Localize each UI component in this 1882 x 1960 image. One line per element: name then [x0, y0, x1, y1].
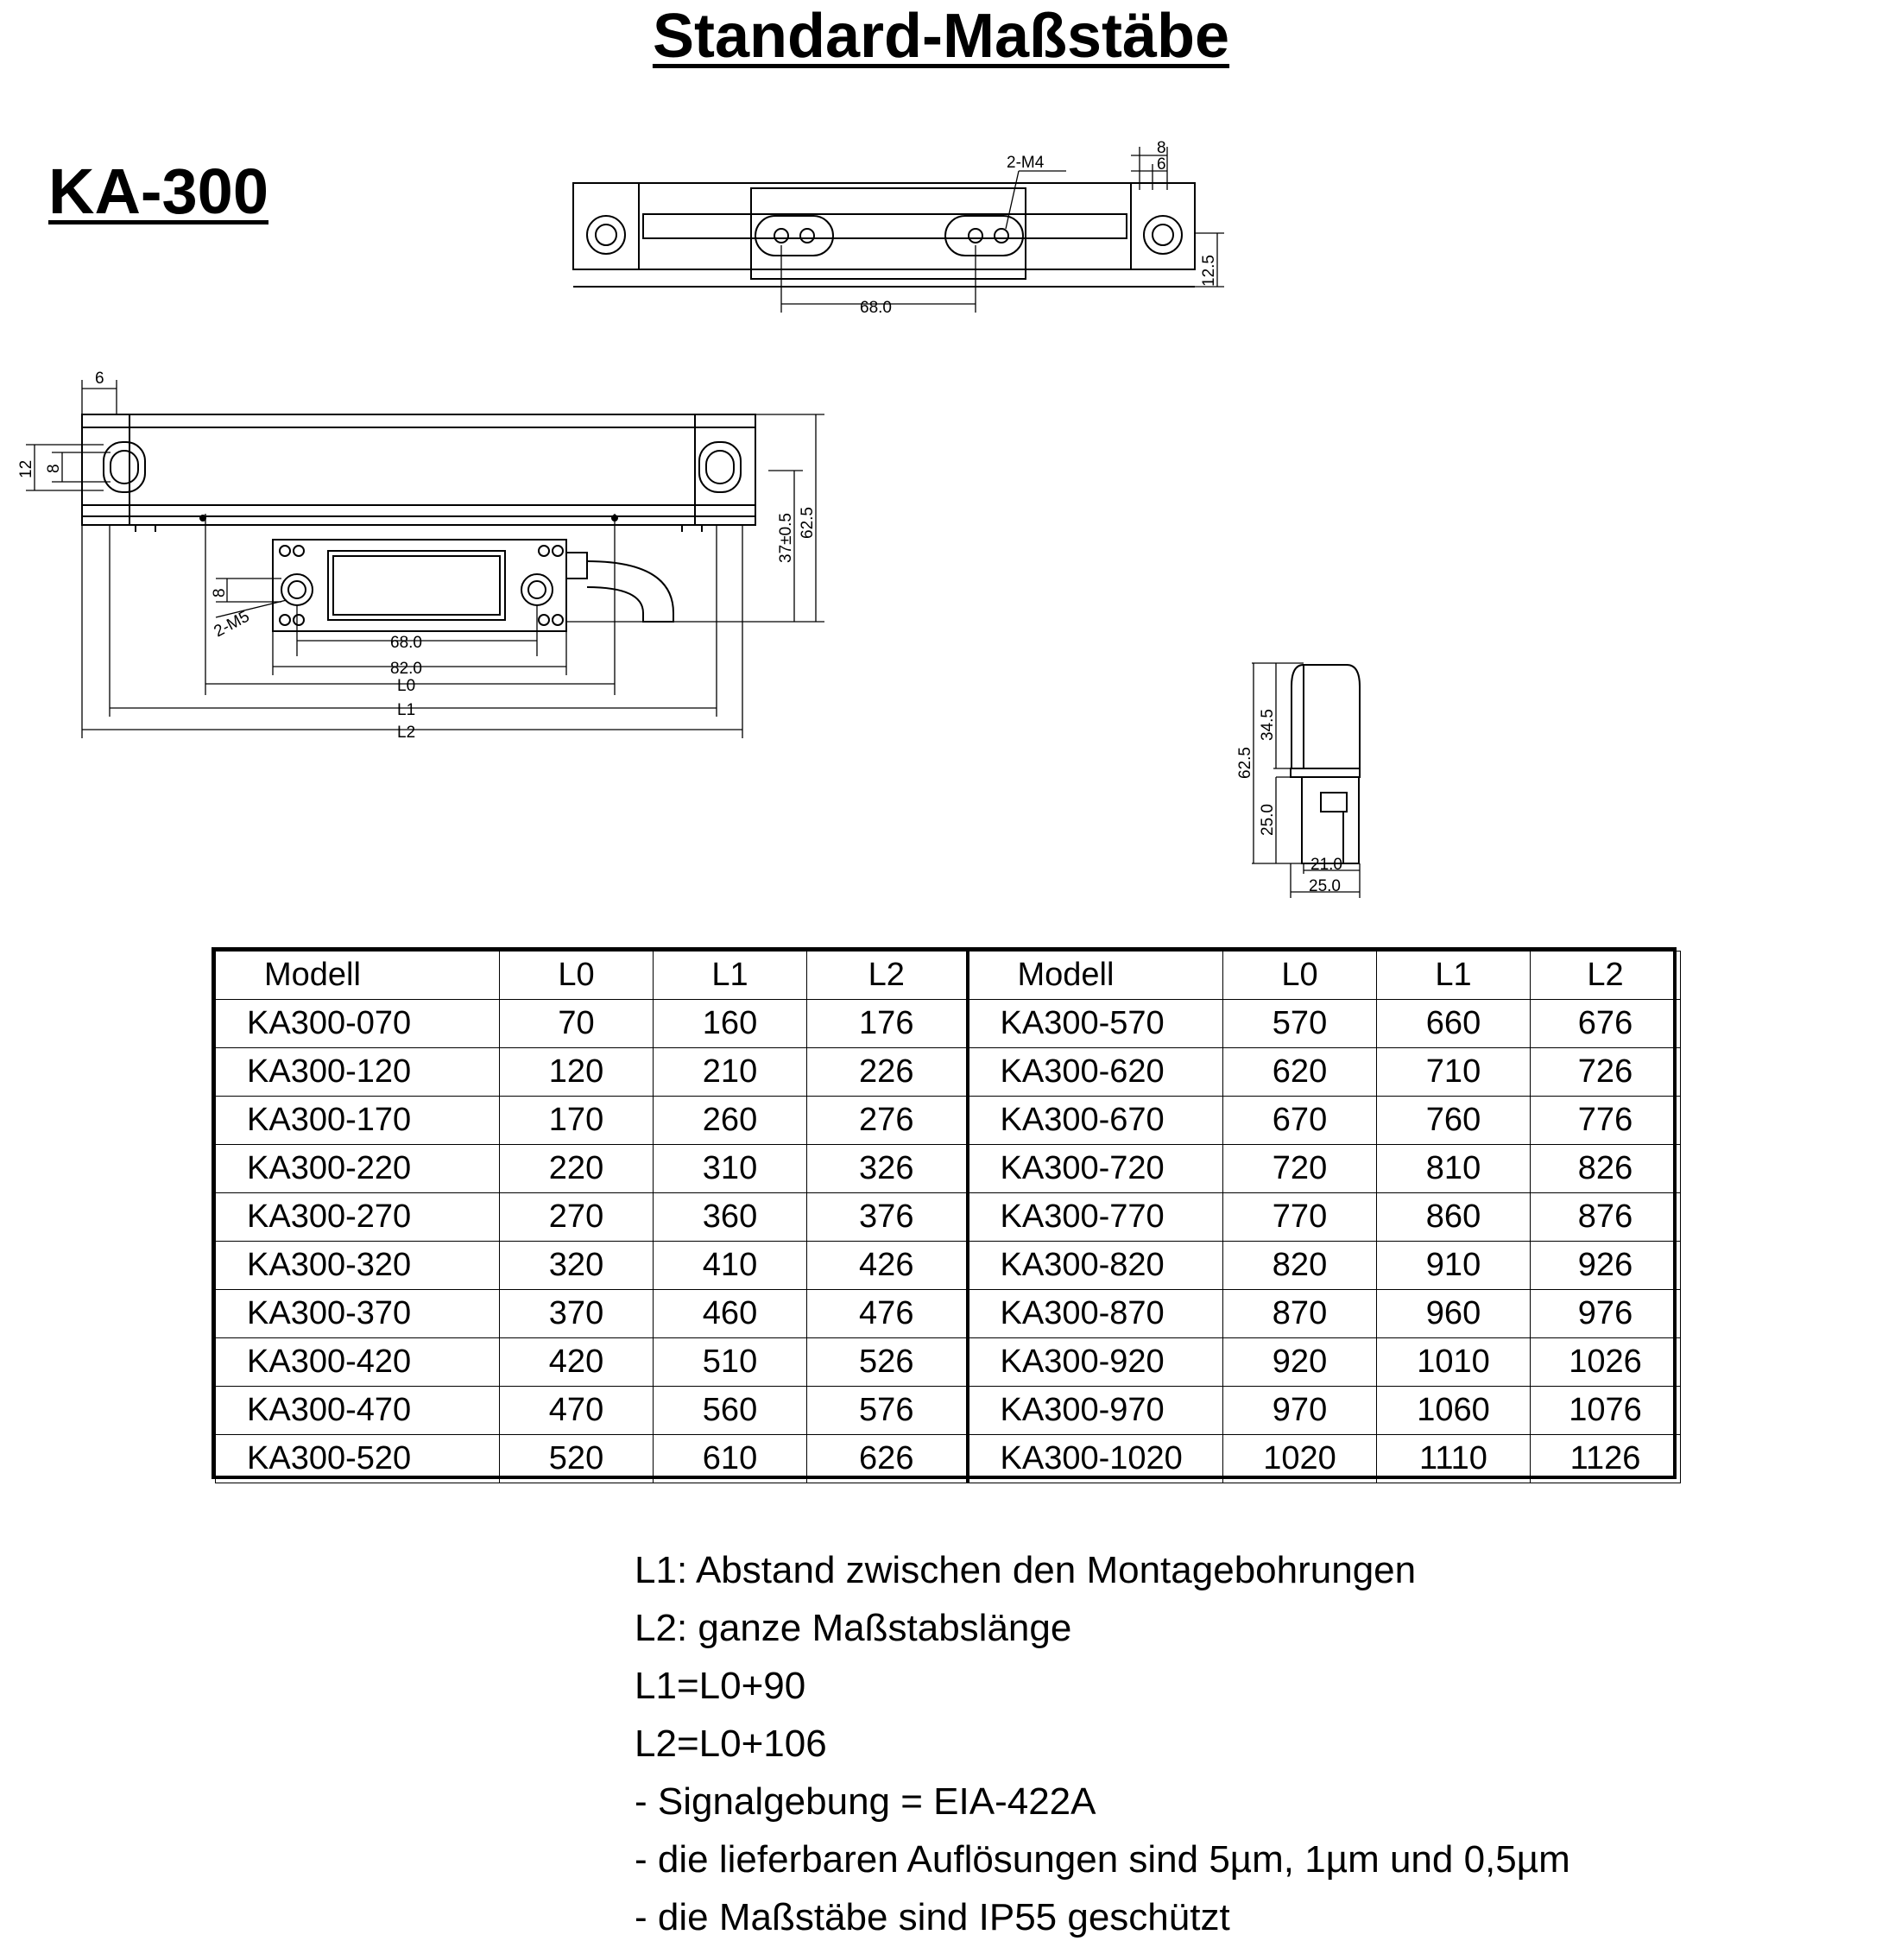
front-label-2m5: 2-M5 — [211, 607, 253, 642]
table-cell: 476 — [807, 1290, 968, 1338]
table-cell: 920 — [1223, 1338, 1377, 1387]
note-line: - die Maßstäbe sind IP55 geschützt — [635, 1896, 1230, 1938]
table-row — [216, 1435, 1681, 1483]
table-cell: 120 — [500, 1048, 654, 1097]
table-cell: 570 — [1223, 1000, 1377, 1048]
table-cell: 310 — [654, 1145, 807, 1193]
front-dim-37: 37±0.5 — [777, 513, 795, 563]
table-cell: KA300-920 — [968, 1338, 1223, 1387]
table-cell: 720 — [1223, 1145, 1377, 1193]
table-cell: 670 — [1223, 1097, 1377, 1145]
table-cell: 610 — [654, 1435, 807, 1483]
table-header-cell: L1 — [654, 952, 807, 1000]
table-row — [216, 1048, 1681, 1097]
front-dim-8-left: 8 — [45, 464, 63, 473]
table-cell: KA300-470 — [216, 1387, 500, 1435]
table-cell: KA300-420 — [216, 1338, 500, 1387]
table-header-cell: L2 — [1531, 952, 1681, 1000]
table-cell: KA300-970 — [968, 1387, 1223, 1435]
front-view-drawing — [17, 363, 846, 760]
note-line: - die lieferbaren Auflösungen sind 5µm, 1µm und 0,5µm — [635, 1838, 1570, 1881]
table-cell: 1020 — [1223, 1435, 1377, 1483]
table-row — [216, 1290, 1681, 1338]
note-line: L2=L0+106 — [635, 1723, 827, 1765]
table-cell: 70 — [500, 1000, 654, 1048]
side-dim-25-vertical: 25.0 — [1259, 804, 1277, 836]
table-cell: 770 — [1223, 1193, 1377, 1242]
table-cell: 510 — [654, 1338, 807, 1387]
table-cell: KA300-770 — [968, 1193, 1223, 1242]
table-header-cell: Modell — [968, 952, 1223, 1000]
table-cell: 226 — [807, 1048, 968, 1097]
table-cell: KA300-570 — [968, 1000, 1223, 1048]
table-cell: KA300-1020 — [968, 1435, 1223, 1483]
table-cell: 810 — [1377, 1145, 1531, 1193]
table-cell: 526 — [807, 1338, 968, 1387]
front-dim-8-head: 8 — [211, 588, 229, 597]
table-row — [216, 1145, 1681, 1193]
top-view-drawing — [561, 138, 1235, 319]
side-view-drawing — [1235, 648, 1381, 907]
table-cell: 1010 — [1377, 1338, 1531, 1387]
table-cell: KA300-370 — [216, 1290, 500, 1338]
table-cell: KA300-870 — [968, 1290, 1223, 1338]
table-cell: 1076 — [1531, 1387, 1681, 1435]
side-dim-62-5: 62.5 — [1236, 747, 1254, 779]
side-dim-25-horizontal: 25.0 — [1309, 877, 1341, 895]
side-dim-34-5: 34.5 — [1259, 709, 1277, 741]
table-cell: KA300-820 — [968, 1242, 1223, 1290]
note-line: L1: Abstand zwischen den Montagebohrungen — [635, 1549, 1417, 1591]
table-row — [216, 1242, 1681, 1290]
top-label-2m4: 2-M4 — [1007, 154, 1045, 172]
table-cell: KA300-170 — [216, 1097, 500, 1145]
table-cell: 620 — [1223, 1048, 1377, 1097]
table-row — [216, 1000, 1681, 1048]
table-cell: 820 — [1223, 1242, 1377, 1290]
model-heading: KA-300 — [48, 155, 268, 227]
table-cell: 970 — [1223, 1387, 1377, 1435]
table-cell: KA300-320 — [216, 1242, 500, 1290]
table-cell: KA300-120 — [216, 1048, 500, 1097]
table-cell: 420 — [500, 1338, 654, 1387]
table-cell: KA300-620 — [968, 1048, 1223, 1097]
table-row — [216, 1338, 1681, 1387]
table-cell: 520 — [500, 1435, 654, 1483]
notes — [635, 1541, 1570, 1946]
table-cell: 860 — [1377, 1193, 1531, 1242]
table-cell: 826 — [1531, 1145, 1681, 1193]
front-dim-L1: L1 — [397, 701, 416, 719]
table-cell: 1126 — [1531, 1435, 1681, 1483]
front-dim-82: 82.0 — [390, 660, 422, 678]
front-dim-68: 68.0 — [390, 634, 422, 652]
table-cell: 426 — [807, 1242, 968, 1290]
table-cell: 276 — [807, 1097, 968, 1145]
table-cell: 726 — [1531, 1048, 1681, 1097]
table-cell: 210 — [654, 1048, 807, 1097]
top-dim-8: 8 — [1157, 139, 1166, 157]
front-dim-12: 12 — [17, 459, 35, 478]
table-cell: 1026 — [1531, 1338, 1681, 1387]
table-header-cell: L2 — [807, 952, 968, 1000]
table-cell: 460 — [654, 1290, 807, 1338]
table-cell: 270 — [500, 1193, 654, 1242]
table-cell: 1060 — [1377, 1387, 1531, 1435]
table-cell: 976 — [1531, 1290, 1681, 1338]
table-cell: 876 — [1531, 1193, 1681, 1242]
table-header-row — [216, 952, 1681, 1000]
table-cell: 676 — [1531, 1000, 1681, 1048]
front-dim-L2: L2 — [397, 724, 416, 742]
table-cell: KA300-070 — [216, 1000, 500, 1048]
page-title — [0, 0, 1882, 73]
table-cell: 960 — [1377, 1290, 1531, 1338]
table-cell: 910 — [1377, 1242, 1531, 1290]
table-cell: 710 — [1377, 1048, 1531, 1097]
table-cell: 470 — [500, 1387, 654, 1435]
table-cell: 926 — [1531, 1242, 1681, 1290]
table-cell: 576 — [807, 1387, 968, 1435]
table-cell: 660 — [1377, 1000, 1531, 1048]
table-row — [216, 1193, 1681, 1242]
top-dim-6: 6 — [1157, 155, 1166, 174]
table-cell: 870 — [1223, 1290, 1377, 1338]
table-cell: 160 — [654, 1000, 807, 1048]
table-cell: KA300-670 — [968, 1097, 1223, 1145]
page-title-text: Standard-Maßstäbe — [652, 2, 1230, 71]
note-line: L2: ganze Maßstabslänge — [635, 1607, 1072, 1649]
table-cell: KA300-220 — [216, 1145, 500, 1193]
table-header-cell: Modell — [216, 952, 500, 1000]
note-line: - Signalgebung = EIA-422A — [635, 1780, 1096, 1823]
table-body — [216, 952, 1681, 1483]
table-header-cell: L0 — [1223, 952, 1377, 1000]
table-cell: KA300-270 — [216, 1193, 500, 1242]
table-row — [216, 1387, 1681, 1435]
table-cell: 360 — [654, 1193, 807, 1242]
spec-table — [212, 947, 1677, 1479]
table-header-cell: L0 — [500, 952, 654, 1000]
table-header-cell: L1 — [1377, 952, 1531, 1000]
table-cell: 260 — [654, 1097, 807, 1145]
side-dim-21: 21.0 — [1310, 856, 1342, 874]
table-cell: 176 — [807, 1000, 968, 1048]
table-cell: 370 — [500, 1290, 654, 1338]
table-cell: 776 — [1531, 1097, 1681, 1145]
front-dim-L0: L0 — [397, 677, 416, 695]
note-line: L1=L0+90 — [635, 1665, 806, 1707]
table-cell: 760 — [1377, 1097, 1531, 1145]
table-cell: 170 — [500, 1097, 654, 1145]
table-cell: 410 — [654, 1242, 807, 1290]
top-dim-12-5: 12.5 — [1200, 255, 1218, 287]
top-dim-68: 68.0 — [860, 299, 892, 317]
table-cell: 220 — [500, 1145, 654, 1193]
table-cell: 560 — [654, 1387, 807, 1435]
front-dim-62-5: 62.5 — [799, 507, 817, 539]
table-cell: KA300-720 — [968, 1145, 1223, 1193]
table-cell: 1110 — [1377, 1435, 1531, 1483]
table-cell: 626 — [807, 1435, 968, 1483]
front-dim-6: 6 — [95, 370, 104, 388]
table-cell: 376 — [807, 1193, 968, 1242]
table-cell: 320 — [500, 1242, 654, 1290]
table-row — [216, 1097, 1681, 1145]
table-cell: 326 — [807, 1145, 968, 1193]
table-cell: KA300-520 — [216, 1435, 500, 1483]
